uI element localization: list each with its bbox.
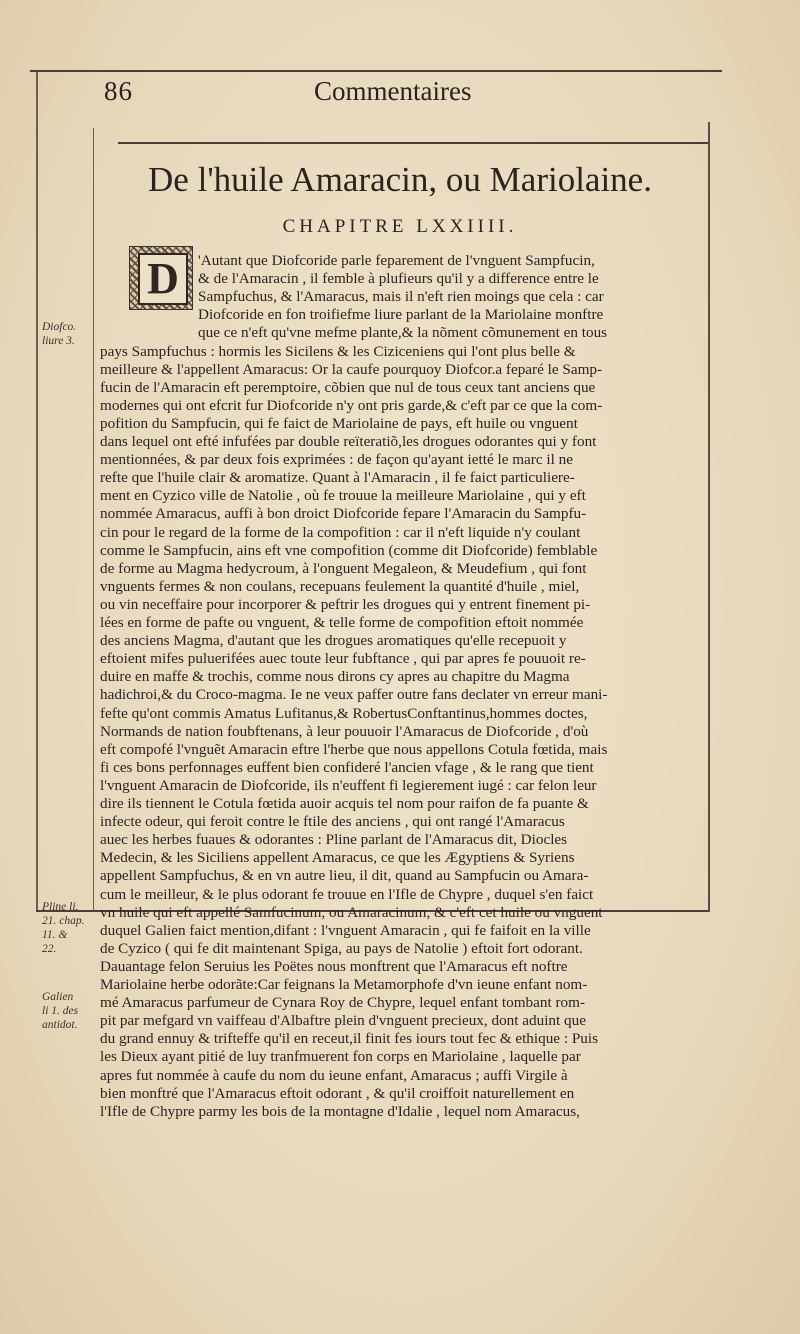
text-line: fi ces bons perfonnages euffent bien confideré l'ancien vfage , & le rang que tient xyxy=(100,758,594,776)
text-line: auec les herbes fuaues & odorantes : Pline parlant de l'Amaracus dit, Diocles xyxy=(100,831,568,849)
text-line: bien monftré que l'Amaracus eftoit odorant , & qu'il croiffoit naturellement en xyxy=(100,1084,575,1102)
text-line: duquel Galien faict mention,difant : l'vnguent Amaracin , qui fe faifoit en la ville xyxy=(100,921,591,939)
text-line: & de l'Amaracin , il femble à plufieurs qu'il y a difference entre le xyxy=(198,270,599,288)
text-line: meilleure & l'appellent Amaracus: Or la caufe pourquoy Diofcor.a feparé le Samp- xyxy=(100,360,603,378)
margin-note-line: 22. xyxy=(42,943,57,955)
page-number: 86 xyxy=(104,76,133,106)
text-frame-top xyxy=(118,142,710,144)
text-line: mentionnées, & par deux fois exprimées : de façon qu'ayant ietté le marc il ne xyxy=(100,451,573,469)
text-line: Dauantage felon Seruius les Poëtes nous monftrent que l'Amaracus eft noftre xyxy=(100,957,568,975)
text-line: vnguents fermes & non coulans, recepuans feulement la quantité d'huile , miel, xyxy=(100,577,580,595)
text-line: appellent Sampfuchus, & en vn autre lieu, il dit, quand au Sampfucin ou Amara- xyxy=(100,867,589,885)
margin-note xyxy=(42,320,92,348)
text-line: fucin de l'Amaracin eft peremptoire, cõbien que nul de tous ceux tant anciens que xyxy=(100,378,596,396)
text-line: dans lequel ont efté infufées par double reïteratiõ,les drogues odorantes qui y font xyxy=(100,433,597,450)
text-line: eftoient mifes puluerifées auec toute leur fubftance , qui par apres fe pouuoit re- xyxy=(100,650,586,668)
text-line: pit par mefgard vn vaiffeau d'Albaftre plein d'vnguent precieux, dont aduint que xyxy=(100,1012,586,1030)
text-line: les Dieux ayant pitié de luy tranfmuerent fon corps en Mariolaine , laquelle par xyxy=(100,1048,581,1066)
text-line: Normands de nation foubftenans, à leur pouuoir l'Amaracus de Diofcoride , d'où xyxy=(100,722,589,740)
margin-note-line: antidot. xyxy=(42,1019,78,1031)
running-head: Commentaires xyxy=(314,76,472,106)
text-line: des anciens Magma, d'autant que les drogues aromatiques qu'elle recepuoit y xyxy=(100,632,567,650)
text-line: l'vnguent Amaracin de Diofcoride, ils n'euffent fi legierement iugé : car felon leur xyxy=(100,776,597,794)
text-line: refte que l'huile clair & aromatize. Quant à l'Amaracin , il fe faict particuliere- xyxy=(100,469,575,487)
margin-note-line: Pline li. xyxy=(42,901,79,913)
text-line: l'Ifle de Chypre parmy les bois de la montagne d'Idalie , lequel nom Amaracus, xyxy=(100,1102,580,1120)
text-line: modernes qui ont efcrit fur Diofcoride n'y ont pris garde,& c'eft par ce que la com- xyxy=(100,396,603,414)
header-rule xyxy=(30,70,722,72)
text-line: mé Amaracus parfumeur de Cynara Roy de Chypre, lequel enfant tombant rom- xyxy=(100,994,585,1012)
text-line: duire en maffe & trochis, comme nous dirons cy apres au chapitre du Magma xyxy=(100,668,570,686)
margin-note-line: Diofco. xyxy=(42,321,77,333)
text-line: hadichroi,& du Croco-magma. Ie ne veux paffer outre fans declater vn erreur mani- xyxy=(100,686,608,704)
margin-note xyxy=(42,900,92,956)
text-line: pofition du Sampfucin, qui fe faict de Mariolaine de pays, eft huile ou vnguent xyxy=(100,414,578,432)
text-line: 'Autant que Diofcoride parle feparement de l'vnguent Sampfucin, xyxy=(198,252,595,269)
text-line: dire ils tiennent le Cotula fœtida auoir acquis tel nom pour raifon de fa puante & xyxy=(100,795,589,812)
text-line: de forme au Magma hedycroum, à l'onguent Megaleon, & Meudefium , qui font xyxy=(100,559,587,577)
outer-left-border xyxy=(36,72,38,912)
text-line: du grand ennuy & trifteffe qu'il en receut,il finit fes iours tout fec & ethique : Puis xyxy=(100,1030,599,1048)
text-line: lées en forme de pafte ou vnguent, & telle forme de compofition eftoit nommée xyxy=(100,614,584,631)
text-line: nommée Amaracus, auffi à bon droict Diofcoride fepare l'Amaracin du Sampfu- xyxy=(100,505,587,523)
text-frame-right xyxy=(708,122,710,912)
text-line: comme le Sampfucin, ains eft vne compofition (comme dit Diofcoride) femblable xyxy=(100,541,598,559)
text-line: infecte odeur, qui feroit contre le ftile des anciens , qui ont rangé l'Amaracus xyxy=(100,813,565,831)
margin-note xyxy=(42,990,92,1032)
text-line: Sampfuchus, & l'Amaracus, mais il n'eft rien moings que cela : car xyxy=(198,288,604,306)
text-line: cum le meilleur, & le plus odorant fe trouue en l'Ifle de Chypre , duquel s'en faict xyxy=(100,885,594,903)
ornamental-initial xyxy=(129,246,193,310)
text-line: Medecin, & les Siciliens appellent Amaracus, ce que les Ægyptiens & Syriens xyxy=(100,849,575,867)
chapter-title: De l'huile Amaracin, ou Mariolaine. xyxy=(148,160,652,199)
text-line: Diofcoride en fon troifiefme liure parlant de la Mariolaine monftre xyxy=(198,306,604,324)
text-line: ment en Cyzico ville de Natolie , où fe trouue la meilleure Mariolaine , qui y eft xyxy=(100,487,586,505)
margin-note-line: liure 3. xyxy=(42,335,75,347)
margin-note-line: 21. chap. xyxy=(42,915,85,927)
text-line: vn huile qui eft appellé Samfucinum, ou Amaracinum, & c'eft cet huile ou vnguent xyxy=(100,903,603,921)
text-line: de Cyzico ( qui fe dit maintenant Spiga, au pays de Natolie ) eftoit fort odorant. xyxy=(100,939,583,957)
text-line: cin pour le regard de la forme de la compofition : car il n'eft liquide n'y coulant xyxy=(100,523,581,541)
margin-note-line: li 1. des xyxy=(42,1005,79,1017)
text-line: pays Sampfuchus : hormis les Sicilens & les Ciziceniens qui l'ont plus belle & xyxy=(100,342,576,360)
text-frame-left xyxy=(93,128,94,910)
ornamental-initial-letter: D xyxy=(138,253,188,305)
margin-note-line: 11. & xyxy=(42,929,68,941)
text-line: ou vin neceffaire pour incorporer & peftrir les drogues qui y entrent finement pi- xyxy=(100,595,591,613)
text-line: Mariolaine herbe odorãte:Car feignans la Metamorphofe d'vn ieune enfant nom- xyxy=(100,976,588,993)
text-line: eft compofé l'vnguẽt Amaracin eftre l'herbe que nous appellons Cotula fœtida, mais xyxy=(100,740,608,758)
text-line: apres fut nommée à caufe du nom du ieune enfant, Amaracus ; auffi Virgile à xyxy=(100,1066,568,1084)
margin-note-line: Galien xyxy=(42,991,74,1003)
text-line: fefte qu'ont commis Amatus Lufitanus,& RobertusConftantinus,hommes doctes, xyxy=(100,704,588,722)
text-line: que ce n'eft qu'vne mefme plante,& la nõment cõmunement en tous xyxy=(198,324,608,342)
chapter-number: CHAPITRE LXXIIII. xyxy=(282,216,518,237)
